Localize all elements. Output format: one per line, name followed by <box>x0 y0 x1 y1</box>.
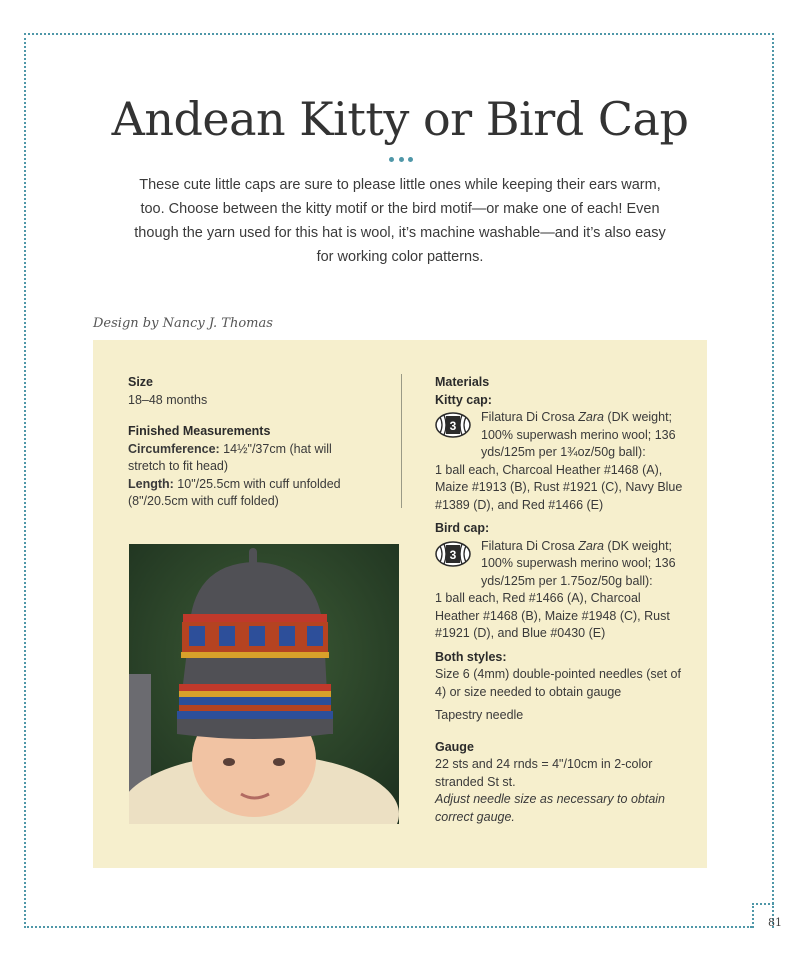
bird-yarn-italic: Zara <box>578 538 604 553</box>
page-number: 81 <box>768 916 782 929</box>
right-column <box>435 374 685 826</box>
kitty-yarn-text <box>481 409 685 462</box>
yarn-weight-icon <box>435 411 471 439</box>
circumference-value: 14½"/37cm (hat will stretch to fit head) <box>128 441 332 473</box>
bird-yarn-detail: (DK weight; 100% superwash merino wool; 136 yds/125m per 1.75oz/50g ball): <box>481 538 676 588</box>
title-ornament <box>389 157 413 163</box>
gauge-note-text: Adjust needle size as necessary to obtain correct gauge. <box>435 792 665 824</box>
length-line <box>128 476 368 511</box>
length-value: 10"/25.5cm with cuff unfolded (8"/20.5cm with cuff folded) <box>128 476 341 508</box>
notion-text: Tapestry needle <box>435 708 524 722</box>
page-title: Andean Kitty or Bird Cap <box>111 92 689 146</box>
yarn-weight-number: 3 <box>449 547 457 562</box>
bird-yarn-entry <box>435 538 685 591</box>
bird-yarn-name: Filatura Di Crosa <box>481 538 579 553</box>
kitty-yarn-detail: (DK weight; 100% superwash merino wool; 136 yds/125m per 1¾oz/50g ball): <box>481 410 676 459</box>
finished-measurements-heading: Finished Measurements <box>128 424 271 438</box>
kitty-yarn-italic: Zara <box>578 410 604 424</box>
both-styles-heading: Both styles: <box>435 649 507 664</box>
circumference-line <box>128 441 368 476</box>
bird-yarn-text <box>481 538 685 591</box>
needles-text: Size 6 (4mm) double-pointed needles (set of 4) or size needed to obtain gauge <box>435 667 681 699</box>
column-divider <box>401 374 402 508</box>
materials-heading: Materials <box>435 375 490 389</box>
size-value: 18–48 months <box>128 392 208 407</box>
designer-credit: Design by Nancy J. Thomas <box>93 316 273 331</box>
size-heading: Size <box>128 375 154 389</box>
page-border-bottom <box>24 926 752 928</box>
intro-paragraph: These cute little caps are sure to please little ones while keeping their ears warm, too. Choose between the kitty motif or the bird motif—or make one of each! Even though the yarn used for this hat is wool, it’s machine washable—and it’s also easy for working color patterns. <box>134 177 666 265</box>
yarn-weight-icon <box>435 540 471 568</box>
bird-colors: 1 ball each, Red #1466 (A), Charcoal Heather #1468 (B), Maize #1948 (C), Rust #1921 (D), and Blue #0430 (E) <box>435 591 670 640</box>
kitty-colors: 1 ball each, Charcoal Heather #1468 (A), Maize #1913 (B), Rust #1921 (C), Navy Blue #1389 (D), and Red #1466 (E) <box>435 462 683 512</box>
baby-hat-photo <box>129 544 399 824</box>
length-label: Length: <box>128 476 174 491</box>
yarn-weight-number: 3 <box>449 419 457 433</box>
gauge-text: 22 sts and 24 rnds = 4"/10cm in 2-color stranded St st. <box>435 757 653 789</box>
page-border-notch <box>752 903 754 928</box>
bird-cap-heading: Bird cap: <box>435 521 490 535</box>
kitty-cap-heading: Kitty cap: <box>435 392 492 407</box>
circumference-label: Circumference: <box>128 441 220 456</box>
pattern-info-panel <box>93 340 707 868</box>
left-column <box>128 374 368 511</box>
gauge-heading: Gauge <box>435 739 474 754</box>
gauge-note <box>435 791 685 826</box>
page-border-notch-top <box>752 903 774 905</box>
kitty-yarn-name: Filatura Di Crosa <box>481 410 579 424</box>
kitty-yarn-entry <box>435 409 685 462</box>
